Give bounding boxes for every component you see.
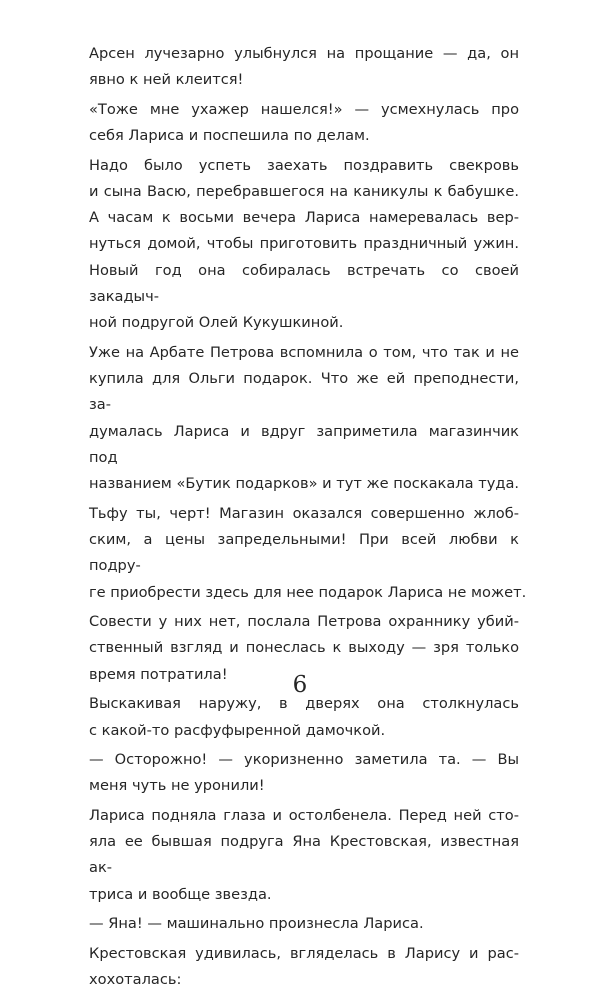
text-line: явно к ней клеится! xyxy=(89,71,244,89)
text-line: купила для Ольги подарок. Что же ей преподнести, за- xyxy=(89,370,519,414)
paragraph xyxy=(89,691,519,744)
text-line: названием «Бутик подарков» и тут же поскакала туда. xyxy=(89,475,520,493)
text-line: с какой-то расфуфыренной дамочкой. xyxy=(89,721,386,739)
text-line: хохоталась: xyxy=(89,970,182,988)
paragraph xyxy=(89,747,519,800)
text-line: — Осторожно! — укоризненно заметила та. — Вы xyxy=(89,751,519,769)
text-line: меня чуть не уронили! xyxy=(89,777,265,795)
text-line: ге приобрести здесь для нее подарок Лариса не может. xyxy=(89,583,527,601)
text-line: Выскакивая наружу, в дверях она столкнулась xyxy=(89,695,519,713)
text-line: и сына Васю, перебравшегося на каникулы к бабушке. xyxy=(89,182,519,200)
text-line: ским, а цены запредельными! При всей любви к подру- xyxy=(89,531,519,575)
paragraph xyxy=(89,501,527,606)
text-line: Арсен лучезарно улыбнулся на прощание — да, он xyxy=(89,45,519,62)
paragraph xyxy=(89,153,519,337)
page-number: 6 xyxy=(292,672,308,698)
text-line: ственный взгляд и понеслась к выходу — зря только xyxy=(89,639,519,657)
paragraph xyxy=(89,803,519,908)
text-line: Лариса подняла глаза и остолбенела. Перед ней сто- xyxy=(89,806,519,824)
text-line: яла ее бывшая подруга Яна Крестовская, известная ак- xyxy=(89,833,519,877)
text-line: триса и вообще звезда. xyxy=(89,885,272,903)
text-line: думалась Лариса и вдруг заприметила магазинчик под xyxy=(89,422,519,467)
text-line: — Яна! — машинально произнесла Лариса. xyxy=(89,915,424,933)
paragraph xyxy=(89,41,519,94)
paragraph xyxy=(89,941,519,994)
paragraph xyxy=(89,97,519,150)
text-line: себя Лариса и поспешила по делам. xyxy=(89,127,370,145)
text-line: «Тоже мне ухажер нашелся!» — усмехнулась про xyxy=(89,100,519,118)
body-text xyxy=(89,41,527,996)
text-line: Совести у них нет, послала Петрова охраннику убий- xyxy=(89,613,519,631)
text-line: Крестовская удивилась, вгляделась в Ларису и рас- xyxy=(89,944,519,962)
paragraph xyxy=(89,340,519,498)
text-line: ной подругой Олей Кукушкиной. xyxy=(89,314,344,332)
text-line: нуться домой, чтобы приготовить праздничный ужин. xyxy=(89,235,519,253)
text-line: Новый год она собиралась встречать со своей закадыч- xyxy=(89,261,519,306)
text-line: А часам к восьми вечера Лариса намеревалась вер- xyxy=(89,209,519,227)
paragraph xyxy=(89,911,519,937)
text-line: Тьфу ты, черт! Магазин оказался совершенно жлоб- xyxy=(89,504,519,522)
text-line: Уже на Арбате Петрова вспомнила о том, что так и не xyxy=(89,343,519,361)
text-line: время потратила! xyxy=(89,665,228,683)
text-line: Надо было успеть заехать поздравить свекровь xyxy=(89,156,519,174)
